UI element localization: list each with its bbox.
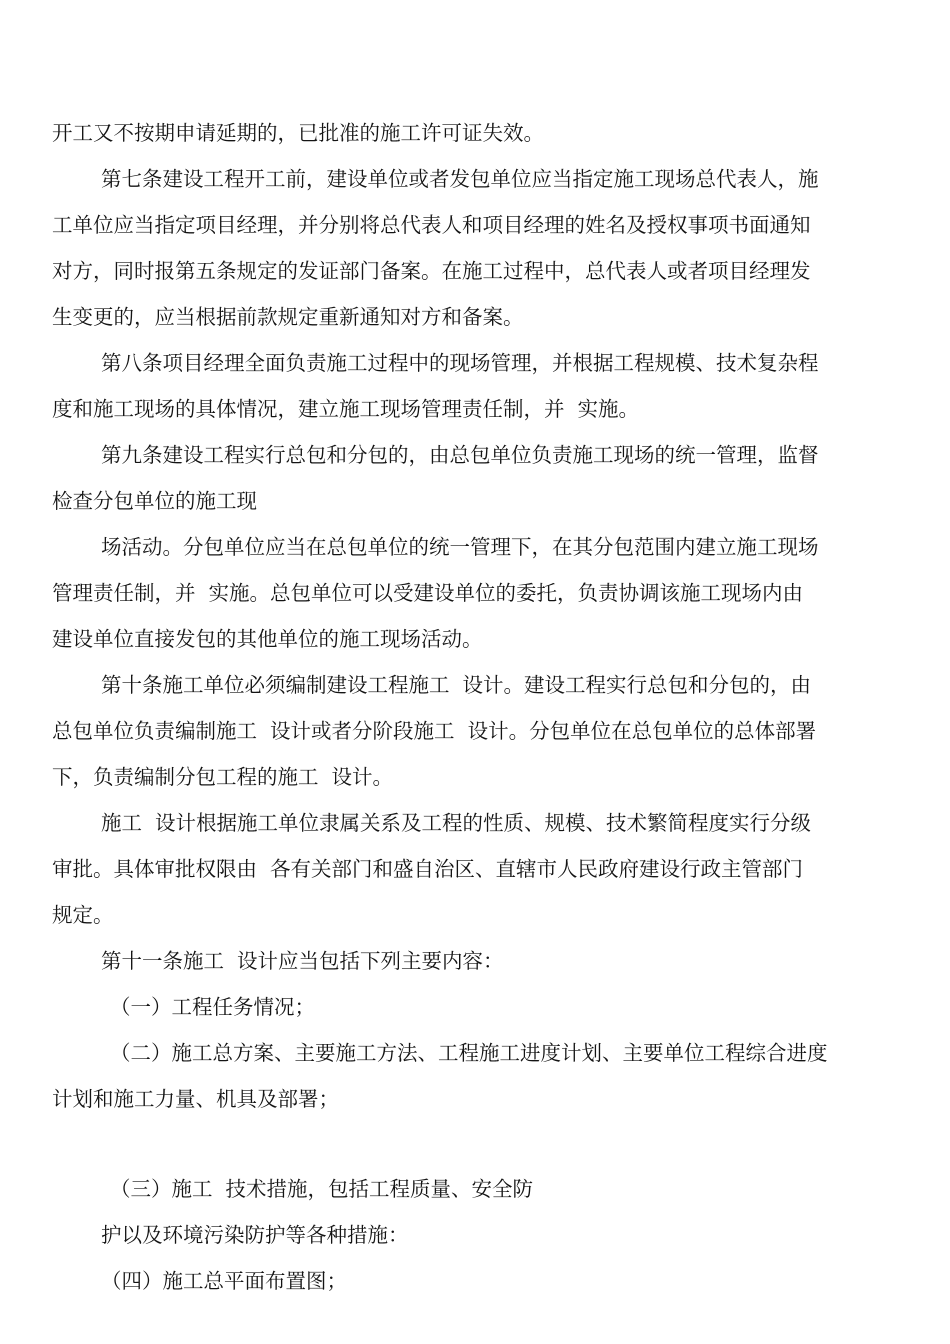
text-line: 第八条项目经理全面负责施工过程中的现场管理，并根据工程规模、技术复杂程 xyxy=(101,351,819,375)
list-item: （三）施工 技术措施，包括工程质量、安全防 xyxy=(110,1177,534,1201)
text-line: 计划和施工力量、机具及部署； xyxy=(52,1087,339,1111)
list-item: （一）工程任务情况； xyxy=(110,995,315,1019)
text-line: 总包单位负责编制施工 设计或者分阶段施工 设计。分包单位在总包单位的总体部署 xyxy=(52,719,817,743)
text-line: 施工 设计根据施工单位隶属关系及工程的性质、规模、技术繁简程度实行分级 xyxy=(101,811,812,835)
text-line: 管理责任制，并 实施。总包单位可以受建设单位的委托，负责协调该施工现场内由 xyxy=(52,581,804,605)
text-line: 护以及环境污染防护等各种措施： xyxy=(101,1223,409,1247)
text-line: 规定。 xyxy=(52,903,114,927)
list-item: （四）施工总平面布置图； xyxy=(101,1269,347,1293)
text-line: 第九条建设工程实行总包和分包的，由总包单位负责施工现场的统一管理，监督 xyxy=(101,443,819,467)
text-line: 下，负责编制分包工程的施工 设计。 xyxy=(52,765,394,789)
list-item: （二）施工总方案、主要施工方法、工程施工进度计划、主要单位工程综合进度 xyxy=(110,1041,828,1065)
text-line: 第七条建设工程开工前，建设单位或者发包单位应当指定施工现场总代表人，施 xyxy=(101,167,819,191)
text-line: 开工又不按期申请延期的，已批准的施工许可证失效。 xyxy=(52,121,544,145)
text-line: 第十条施工单位必须编制建设工程施工 设计。建设工程实行总包和分包的，由 xyxy=(101,673,812,697)
text-line: 检查分包单位的施工现 xyxy=(52,489,257,513)
text-line: 场活动。分包单位应当在总包单位的统一管理下，在其分包范围内建立施工现场 xyxy=(101,535,819,559)
text-line: 第十一条施工 设计应当包括下列主要内容： xyxy=(101,949,504,973)
text-line: 对方，同时报第五条规定的发证部门备案。在施工过程中，总代表人或者项目经理发 xyxy=(52,259,811,283)
text-line: 生变更的，应当根据前款规定重新通知对方和备案。 xyxy=(52,305,524,329)
text-line: 建设单位直接发包的其他单位的施工现场活动。 xyxy=(52,627,483,651)
text-line: 工单位应当指定项目经理，并分别将总代表人和项目经理的姓名及授权事项书面通知 xyxy=(52,213,811,237)
text-line: 审批。具体审批权限由 各有关部门和盛自治区、直辖市人民政府建设行政主管部门 xyxy=(52,857,804,881)
text-line: 度和施工现场的具体情况，建立施工现场管理责任制，并 实施。 xyxy=(52,397,640,421)
